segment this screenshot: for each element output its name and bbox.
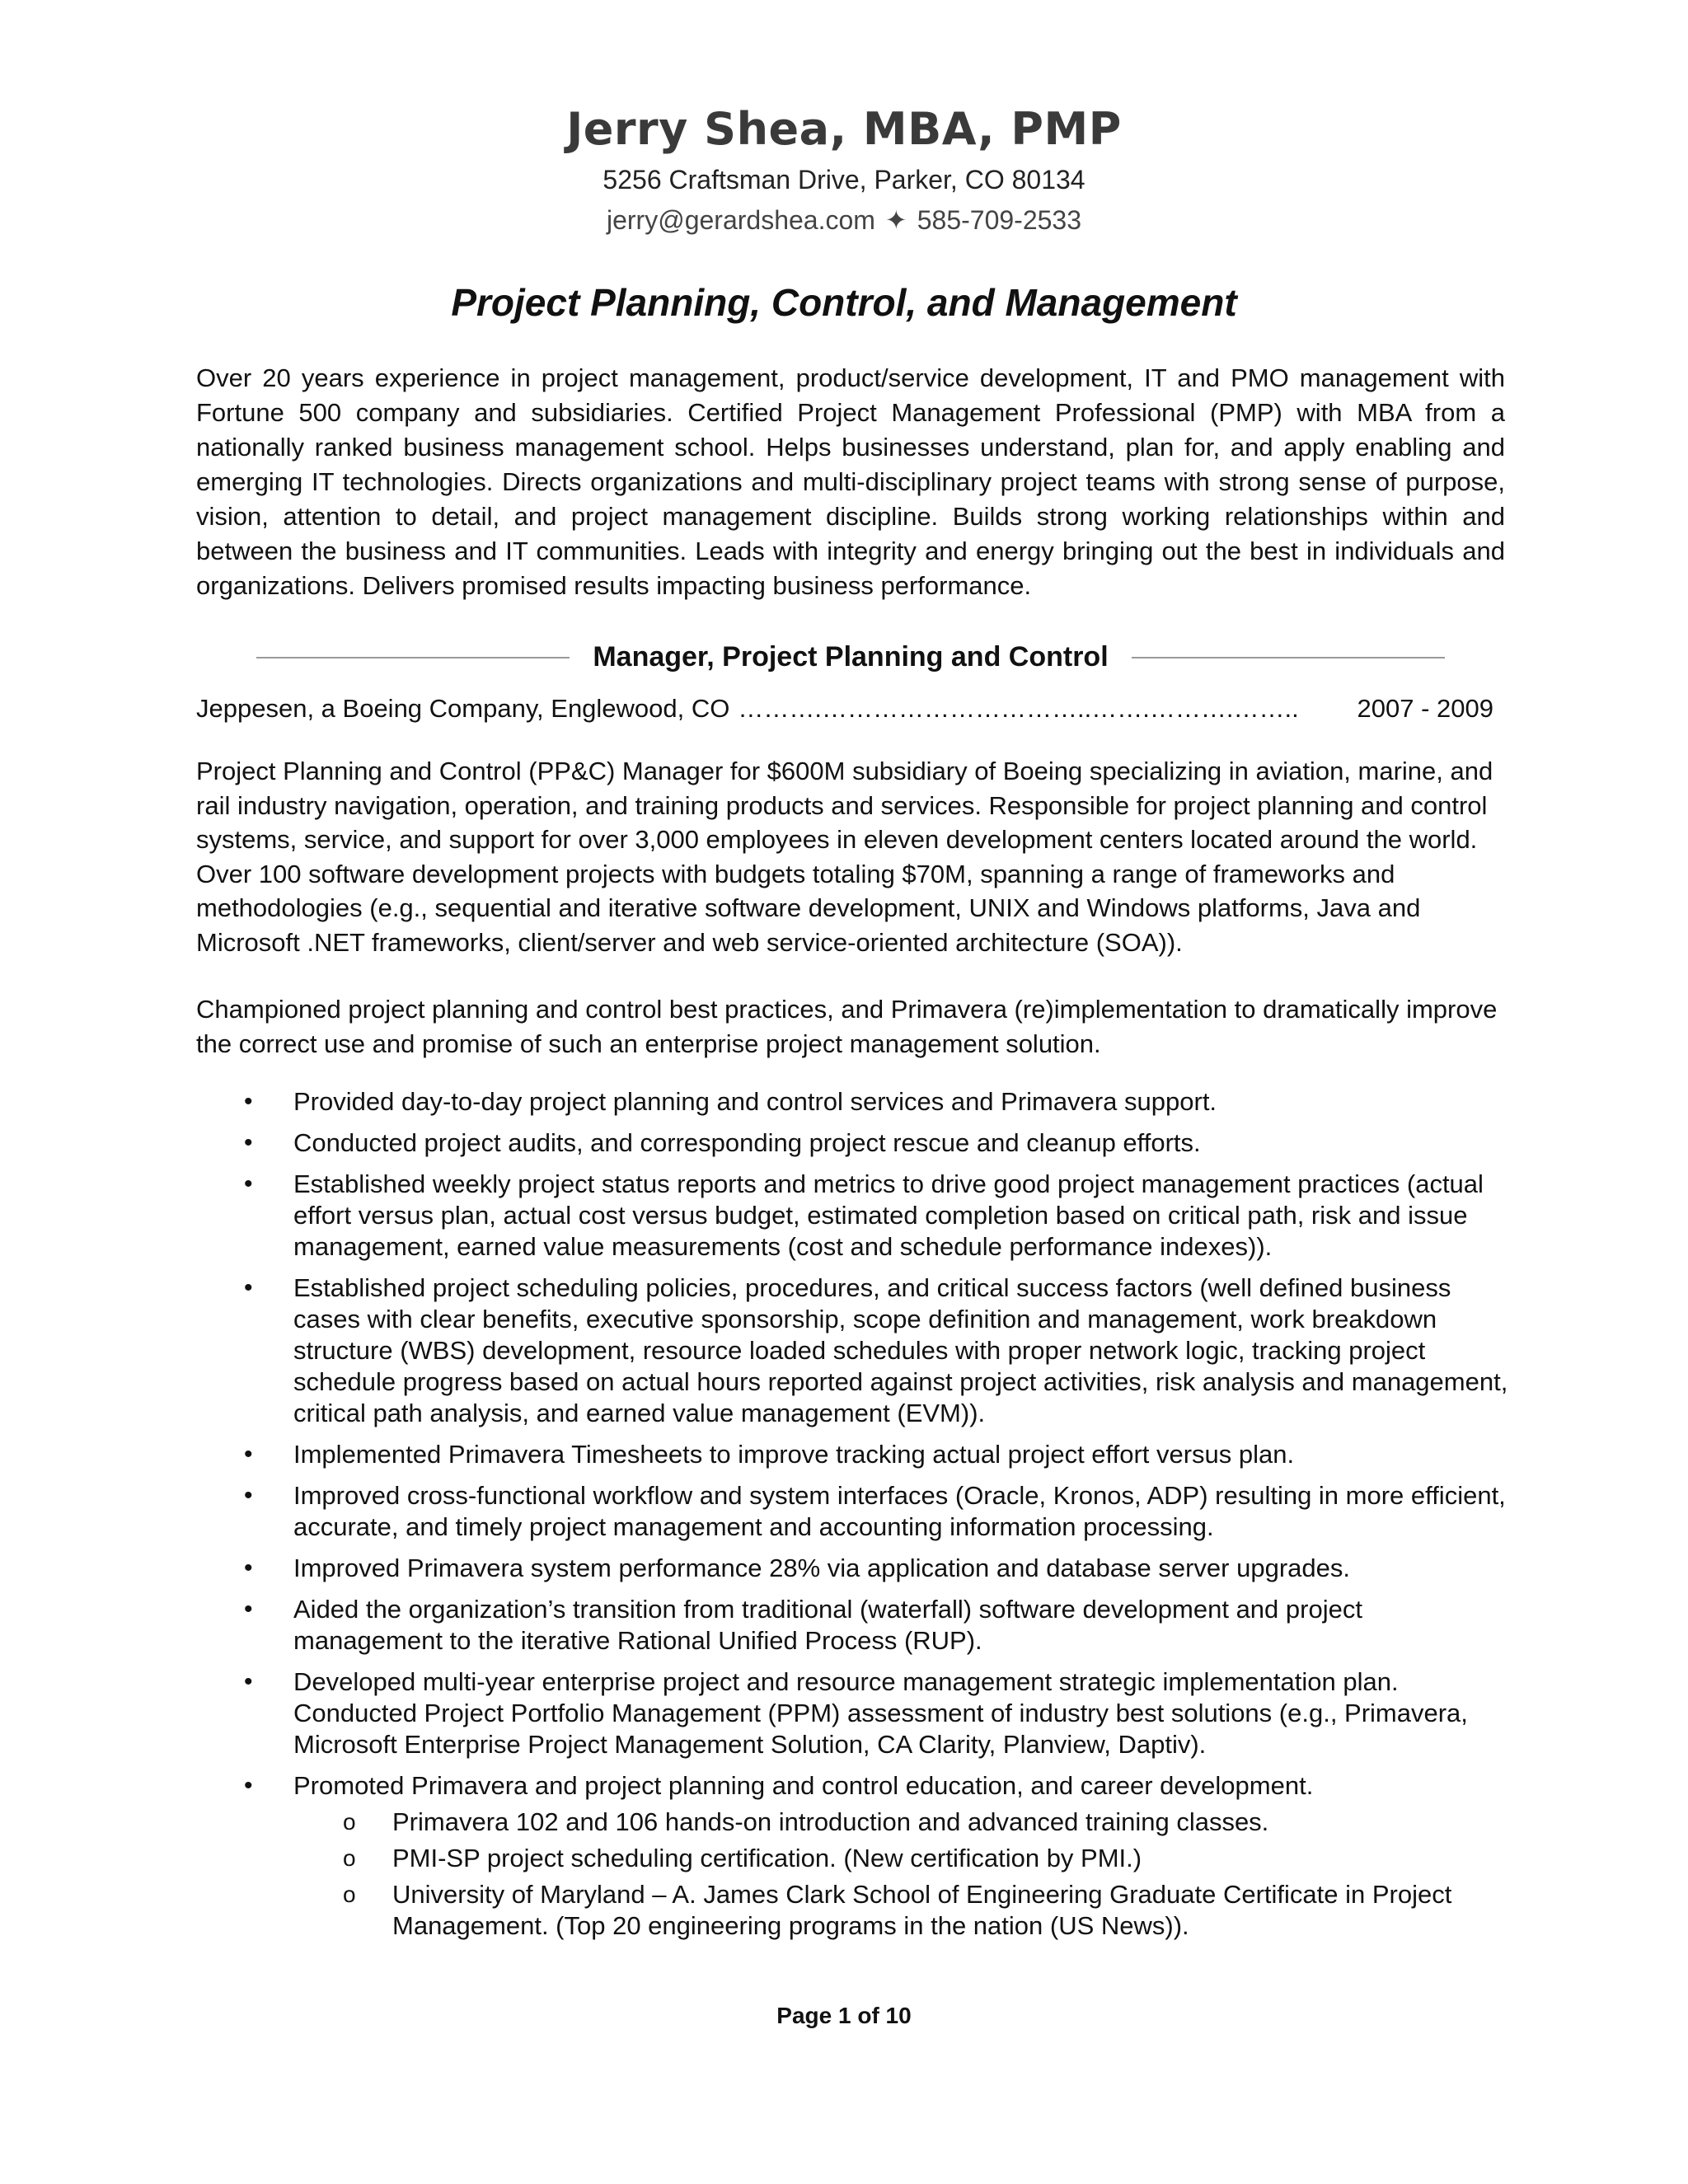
- education-sublist: [293, 1807, 1515, 1942]
- sub-list-item-text: University of Maryland – A. James Clark School of Engineering Graduate Certificate in Project Management. (Top 20 engineering programs in the nation (US News)).: [392, 1880, 1452, 1940]
- hollow-bullet-icon: o: [343, 1882, 356, 1907]
- bullet-icon: •: [244, 1129, 253, 1156]
- list-item-text: Established weekly project status reports and metrics to drive good project management practices (actual effort versus plan, actual cost versus budget, estimated completion based on critical path, risk and issue management, earned value measurements (cost and schedule performance indexes)).: [293, 1169, 1484, 1261]
- hollow-bullet-icon: o: [343, 1809, 356, 1835]
- page-number: Page 1 of 10: [776, 2003, 912, 2028]
- list-item: [196, 1272, 1515, 1429]
- heading-rule-left: [256, 657, 570, 658]
- section-title: Manager, Project Planning and Control: [593, 641, 1109, 673]
- address-line: 5256 Craftsman Drive, Parker, CO 80134: [603, 165, 1085, 194]
- sub-list-item: [293, 1879, 1515, 1942]
- bullet-icon: •: [244, 1482, 253, 1509]
- list-item-text: Developed multi-year enterprise project and resource management strategic implementation plan. Conducted Project Portfolio Management (PPM) assessment of industry best solutions (e.g., Primavera, Microsoft Enterprise Project Management Solution, CA Clarity, Planview, Daptiv).: [293, 1667, 1468, 1759]
- sub-list-item-text: Primavera 102 and 106 hands-on introduction and advanced training classes.: [392, 1807, 1269, 1836]
- list-item-text: Provided day-to-day project planning and control services and Primavera support.: [293, 1087, 1217, 1116]
- bullet-icon: •: [244, 1441, 253, 1468]
- heading-rule-right: [1132, 657, 1445, 658]
- employment-dates: 2007 - 2009: [1357, 694, 1493, 723]
- list-item: [196, 1666, 1515, 1760]
- list-item: [196, 1439, 1515, 1470]
- email-link[interactable]: jerry@gerardshea.com: [606, 205, 875, 235]
- list-item-text: Improved cross-functional workflow and system interfaces (Oracle, Kronos, ADP) resulting in more efficient, accurate, and timely project management and accounting information processing.: [293, 1481, 1506, 1541]
- star-separator-icon: ✦: [884, 205, 907, 235]
- job-achievement-intro: Championed project planning and control best practices, and Primavera (re)implementation to dramatically improve the correct use and promise of such an enterprise project management solution.: [196, 995, 1498, 1058]
- list-item: [196, 1086, 1515, 1118]
- list-item: [196, 1553, 1515, 1584]
- list-item-text: Improved Primavera system performance 28% via application and database server upgrades.: [293, 1554, 1350, 1582]
- professional-headline: Project Planning, Control, and Management: [451, 281, 1237, 324]
- sub-list-item: [293, 1807, 1515, 1838]
- employer-line: [196, 694, 1493, 724]
- employer-name: Jeppesen, a Boeing Company, Englewood, CO: [196, 694, 730, 723]
- list-item-text: Established project scheduling policies, procedures, and critical success factors (well defined business cases with clear benefits, executive sponsorship, scope definition and management, work breakdown structure (WBS) development, resource loaded schedules with proper network logic, tracking project schedule progress based on actual hours reported against project activities, risk analysis and management, critical path analysis, and earned value management (EVM)).: [293, 1273, 1508, 1427]
- phone-number: 585-709-2533: [917, 205, 1082, 235]
- list-item: [196, 1594, 1515, 1657]
- bullet-icon: •: [244, 1088, 253, 1115]
- bullet-icon: •: [244, 1596, 253, 1623]
- bullet-icon: •: [244, 1554, 253, 1582]
- candidate-name: Jerry Shea, MBA, PMP: [566, 103, 1122, 155]
- contact-line: [0, 204, 1688, 236]
- bullet-icon: •: [244, 1772, 253, 1799]
- sub-list-item-text: PMI-SP project scheduling certification. (New certification by PMI.): [392, 1844, 1142, 1872]
- list-item-text: Aided the organization’s transition from traditional (waterfall) software development and project management to the iterative Rational Unified Process (RUP).: [293, 1595, 1362, 1655]
- list-item-text: Promoted Primavera and project planning and control education, and career development.: [293, 1771, 1314, 1800]
- list-item: [196, 1169, 1515, 1263]
- bullet-icon: •: [244, 1668, 253, 1695]
- bullet-icon: •: [244, 1170, 253, 1197]
- list-item: [196, 1480, 1515, 1543]
- bullet-icon: •: [244, 1274, 253, 1301]
- list-item-text: Conducted project audits, and corresponding project rescue and cleanup efforts.: [293, 1128, 1201, 1157]
- dot-leader: ……….…………………………..…….……….……..: [738, 694, 1299, 723]
- list-item: [196, 1770, 1515, 1942]
- hollow-bullet-icon: o: [343, 1845, 356, 1871]
- summary-paragraph: Over 20 years experience in project management, product/service development, IT and PMO management with Fortune 500 company and subsidiaries. Certified Project Management Professional (PMP) with MBA from a nationally ranked business management school. Helps businesses understand, plan for, and apply enabling and emerging IT technologies. Directs organizations and multi-disciplinary project teams with strong sense of purpose, vision, attention to detail, and project management discipline. Builds strong working relationships within and between the business and IT communities. Leads with integrity and energy bringing out the best in individuals and organizations. Delivers promised results impacting business performance.: [196, 363, 1505, 600]
- achievement-list: [196, 1086, 1515, 1952]
- list-item: [196, 1127, 1515, 1159]
- sub-list-item: [293, 1843, 1515, 1874]
- job-description-paragraph: Project Planning and Control (PP&C) Manager for $600M subsidiary of Boeing specializing in aviation, marine, and rail industry navigation, operation, and training products and services. Responsible for project planning and control systems, service, and support for over 3,000 employees in eleven development centers located around the world. Over 100 software development projects with budgets totaling $70M, spanning a range of frameworks and methodologies (e.g., sequential and iterative software development, UNIX and Windows platforms, Java and Microsoft .NET frameworks, client/server and web service-oriented architecture (SOA)).: [196, 757, 1493, 957]
- list-item-text: Implemented Primavera Timesheets to improve tracking actual project effort versus plan.: [293, 1440, 1295, 1469]
- section-heading: [196, 641, 1505, 673]
